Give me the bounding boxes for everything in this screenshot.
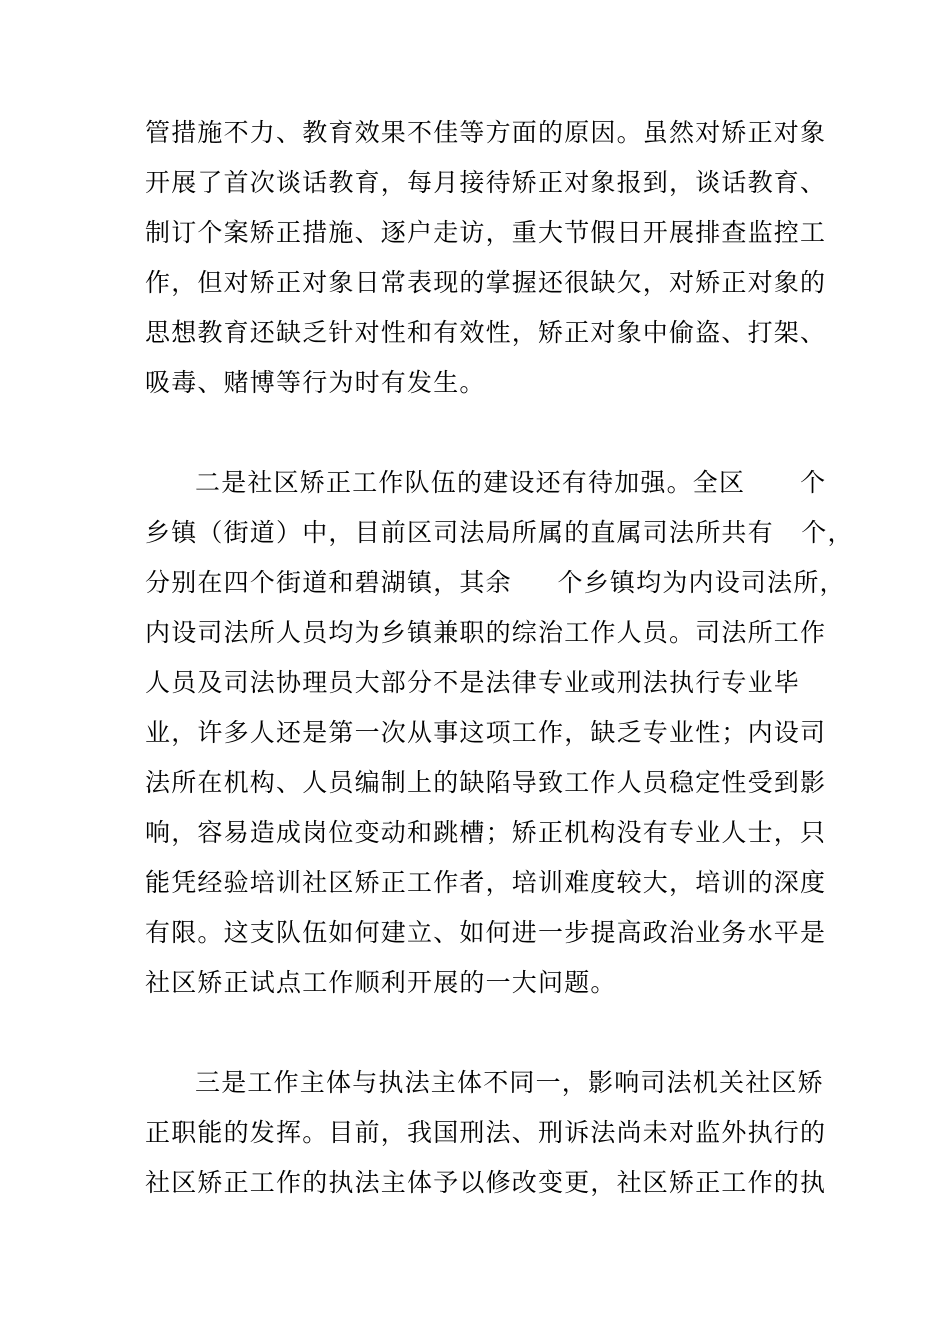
paragraph-2-line-3: 分别在四个街道和碧湖镇，其余 个乡镇均为内设司法所， [145,568,846,597]
paragraph-3-line-3: 社区矫正工作的执法主体予以修改变更，社区矫正工作的执 [145,1168,827,1197]
paragraph-2-line-5: 人员及司法协理员大部分不是法律专业或刑法执行专业毕 [145,668,801,697]
paragraph-1-line-6: 吸毒、赌博等行为时有发生。 [145,368,486,397]
paragraph-2-line-2: 乡镇（街道）中，目前区司法局所属的直属司法所共有 个， [145,518,854,547]
paragraph-2-line-8: 响，容易造成岗位变动和跳槽；矫正机构没有专业人士，只 [145,818,827,847]
paragraph-2-line-7: 法所在机构、人员编制上的缺陷导致工作人员稳定性受到影 [145,768,827,797]
paragraph-2-line-6: 业，许多人还是第一次从事这项工作，缺乏专业性；内设司 [145,718,827,747]
paragraph-1-line-2: 开展了首次谈话教育，每月接待矫正对象报到，谈话教育、 [145,168,827,197]
paragraph-2-line-9: 能凭经验培训社区矫正工作者，培训难度较大，培训的深度 [145,868,827,897]
paragraph-2-line-11: 社区矫正试点工作顺利开展的一大问题。 [145,968,617,997]
paragraph-1-line-3: 制订个案矫正措施、逐户走访，重大节假日开展排查监控工 [145,218,827,247]
paragraph-1-line-5: 思想教育还缺乏针对性和有效性，矫正对象中偷盗、打架、 [145,318,827,347]
paragraph-2-line-10: 有限。这支队伍如何建立、如何进一步提高政治业务水平是 [145,918,827,947]
paragraph-1-line-4: 作，但对矫正对象日常表现的掌握还很缺欠，对矫正对象的 [145,268,827,297]
paragraph-2-line-4: 内设司法所人员均为乡镇兼职的综治工作人员。司法所工作 [145,618,827,647]
paragraph-2-line-1: 二是社区矫正工作队伍的建设还有待加强。全区 个 [195,468,827,497]
paragraph-3-line-2: 正职能的发挥。目前，我国刑法、刑诉法尚未对监外执行的 [145,1118,827,1147]
paragraph-1-line-1: 管措施不力、教育效果不佳等方面的原因。虽然对矫正对象 [145,118,827,147]
paragraph-3-line-1: 三是工作主体与执法主体不同一，影响司法机关社区矫 [195,1068,824,1097]
